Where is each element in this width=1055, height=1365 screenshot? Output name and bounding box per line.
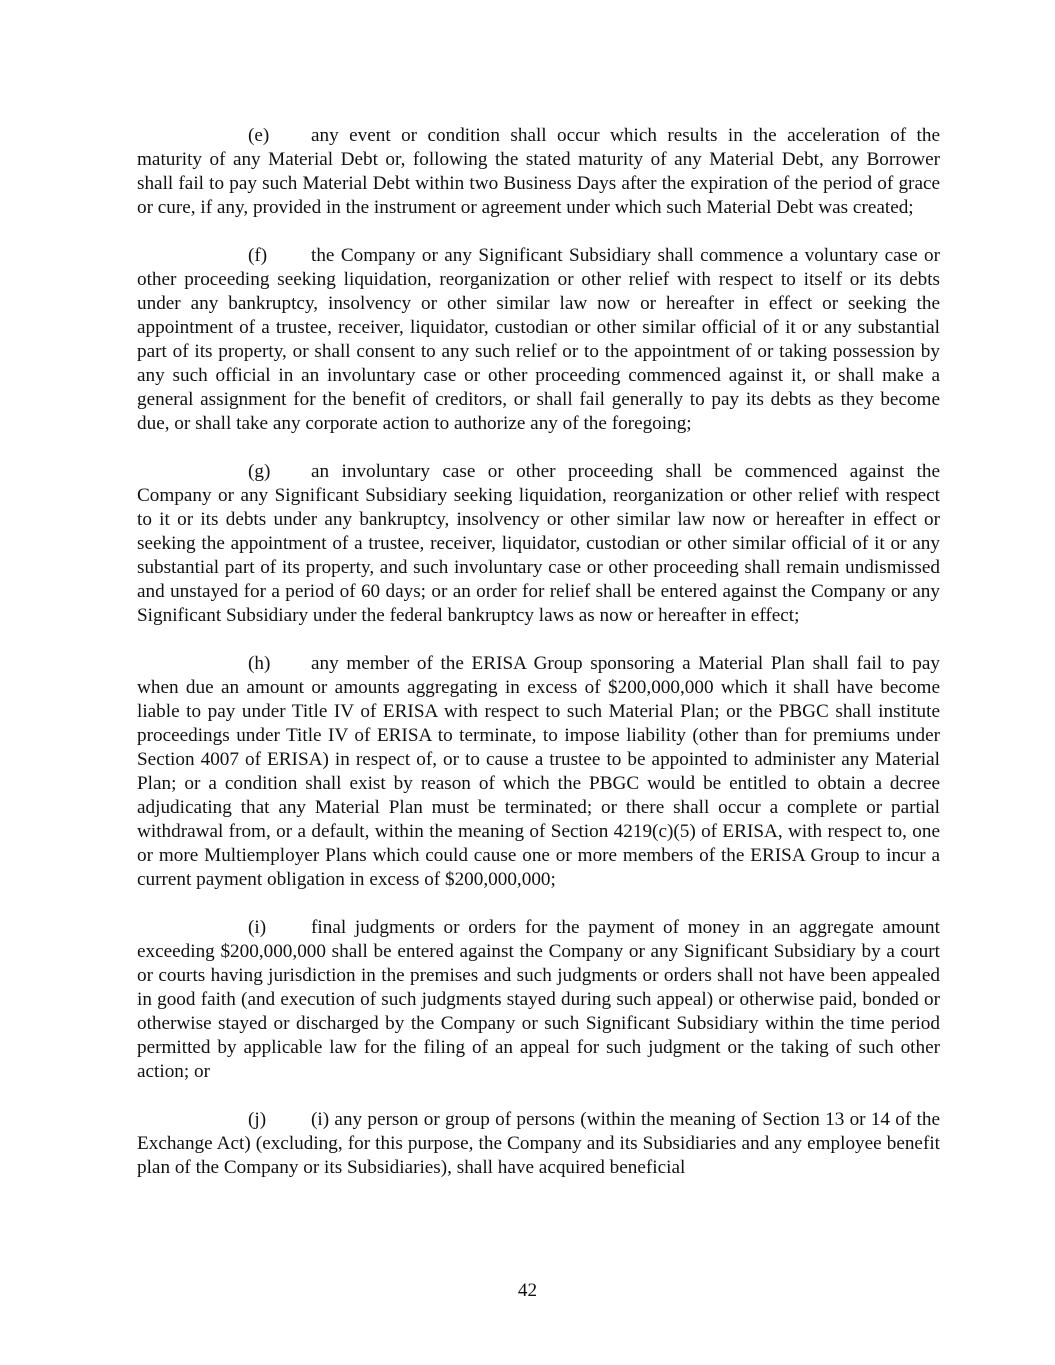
clause-j xyxy=(137,1108,940,1180)
clause-f xyxy=(137,244,940,436)
clause-text: any member of the ERISA Group sponsoring a Material Plan shall fail to pay when due an amount or amounts aggregating in excess of $200,000,000 which it shall have become liable to pay under Title IV of ERISA with respect to such Material Plan; or the PBGC shall institute proceedings under Title IV of ERISA to terminate, to impose liability (other than for premiums under Section 4007 of ERISA) in respect of, or to cause a trustee to be appointed to administer any Material Plan; or a condition shall exist by reason of which the PBGC would be entitled to obtain a decree adjudicating that any Material Plan must be terminated; or there shall occur a complete or partial withdrawal from, or a default, within the meaning of Section 4219(c)(5) of ERISA, with respect to, one or more Multiemployer Plans which could cause one or more members of the ERISA Group to incur a current payment obligation in excess of $200,000,000; xyxy=(137,653,940,890)
document-page xyxy=(137,124,940,1204)
clause-text: the Company or any Significant Subsidiary shall commence a voluntary case or other proceeding seeking liquidation, reorganization or other relief with respect to itself or its debts under any bankruptcy, insolvency or other similar law now or hereafter in effect or seeking the appointment of a trustee, receiver, liquidator, custodian or other similar official of it or any substantial part of its property, or shall consent to any such relief or to the appointment of or taking possession by any such official in an involuntary case or other proceeding commenced against it, or shall make a general assignment for the benefit of creditors, or shall fail generally to pay its debts as they become due, or shall take any corporate action to authorize any of the foregoing; xyxy=(137,245,940,434)
clause-text: an involuntary case or other proceeding shall be commenced against the Company or any Significant Subsidiary seeking liquidation, reorganization or other relief with respect to it or its debts under any bankruptcy, insolvency or other similar law now or hereafter in effect or seeking the appointment of a trustee, receiver, liquidator, custodian or other similar official of it or any substantial part of its property, and such involuntary case or other proceeding shall remain undismissed and unstayed for a period of 60 days; or an order for relief shall be entered against the Company or any Significant Subsidiary under the federal bankruptcy laws as now or hereafter in effect; xyxy=(137,461,940,626)
clause-e xyxy=(137,124,940,220)
clause-h xyxy=(137,652,940,892)
clause-g xyxy=(137,460,940,628)
clause-text: any event or condition shall occur which results in the acceleration of the maturity of any Material Debt or, following the stated maturity of any Material Debt, any Borrower shall fail to pay such Material Debt within two Business Days after the expiration of the period of grace or cure, if any, provided in the instrument or agreement under which such Material Debt was created; xyxy=(137,125,940,218)
clause-text: (i) any person or group of persons (within the meaning of Section 13 or 14 of the Exchange Act) (excluding, for this purpose, the Company and its Subsidiaries and any employee benefit plan of the Company or its Subsidiaries), shall have acquired beneficial xyxy=(137,1109,940,1178)
clause-label: (e) xyxy=(248,125,270,146)
clause-label: (i) xyxy=(248,917,267,938)
clause-label: (j) xyxy=(248,1109,267,1130)
clause-label: (h) xyxy=(248,653,271,674)
clause-text: final judgments or orders for the payment of money in an aggregate amount exceeding $200,000,000 shall be entered against the Company or any Significant Subsidiary by a court or courts having jurisdiction in the premises and such judgments or orders shall not have been appealed in good faith (and execution of such judgments stayed during such appeal) or otherwise paid, bonded or otherwise stayed or discharged by the Company or such Significant Subsidiary within the time period permitted by applicable law for the filing of an appeal for such judgment or the taking of such other action; or xyxy=(137,917,940,1082)
clause-label: (g) xyxy=(248,461,271,482)
page-number: 42 xyxy=(517,1280,538,1301)
clause-label: (f) xyxy=(248,245,268,266)
clause-i xyxy=(137,916,940,1084)
